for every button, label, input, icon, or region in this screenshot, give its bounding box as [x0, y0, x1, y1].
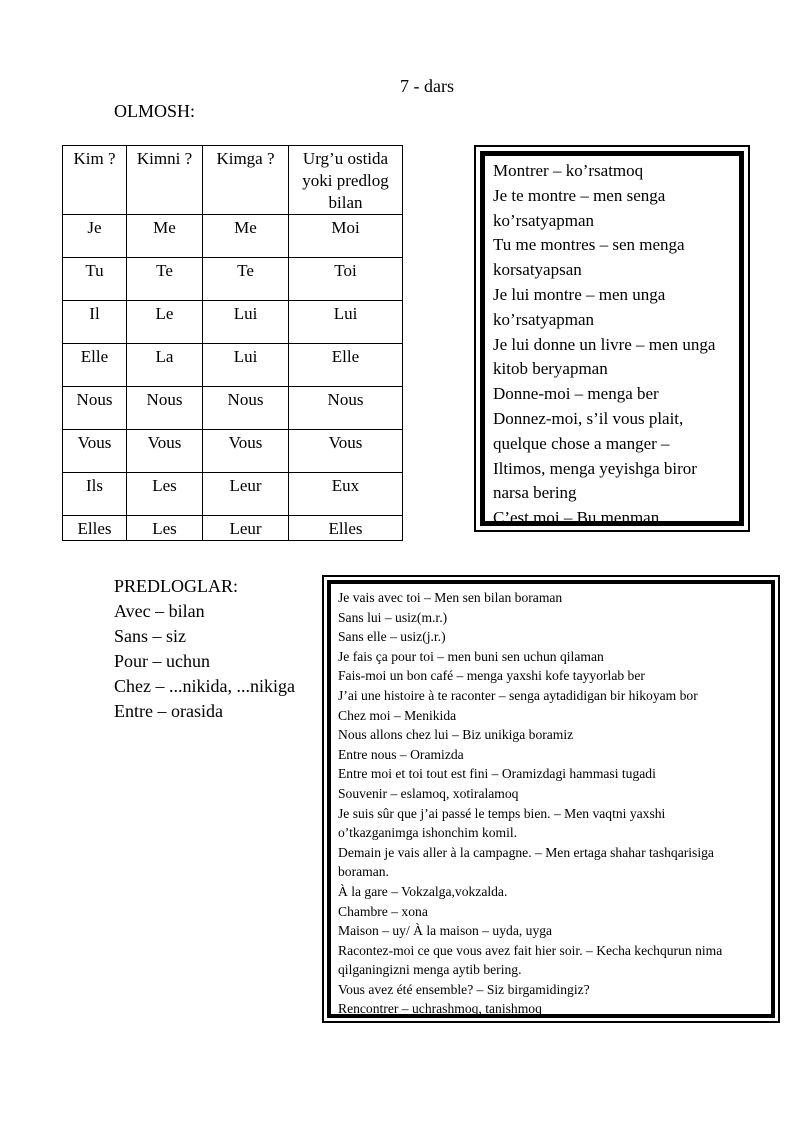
vocab-line: Vous avez été ensemble? – Siz birgamidingiz? [338, 981, 590, 997]
vocab-line: Entre moi et toi tout est fini – Oramizdagi hammasi tugadi [338, 766, 656, 782]
table-cell: Les [127, 516, 203, 541]
vocab-line: À la gare – Vokzalga,vokzalda. [338, 883, 508, 899]
example-line: kitob beryapman [493, 359, 608, 379]
predlog-item: Pour – uchun [114, 651, 210, 671]
example-line: Je lui donne un livre – men unga [493, 334, 716, 354]
example-line: Donne-moi – menga ber [493, 384, 659, 404]
table-cell: Elle [63, 344, 127, 387]
table-row [63, 258, 403, 301]
vocab-line: boraman. [338, 864, 389, 880]
vocab-line: qilganingizni menga aytib bering. [338, 962, 522, 978]
table-row [63, 215, 403, 258]
example-line: ko’rsatyapman [493, 309, 595, 329]
table-row [63, 430, 403, 473]
predlog-item: Chez – ...nikida, ...nikiga [114, 676, 295, 696]
vocab-line: Je vais avec toi – Men sen bilan boraman [338, 590, 563, 605]
header-stressed: Urg’u ostida yoki predlog bilan [289, 146, 403, 215]
example-line: korsatyapsan [493, 260, 582, 280]
table-cell: Vous [203, 430, 289, 473]
table-cell: Te [203, 258, 289, 301]
table-cell: Nous [289, 387, 403, 430]
example-line: Iltimos, menga yeyishga biror [493, 458, 697, 478]
example-line: Montrer – ko’rsatmoq [493, 161, 644, 180]
vocab-line: Rencontrer – uchrashmoq, tanishmoq [338, 1001, 542, 1017]
vocab-line: J’ai une histoire à te raconter – senga aytadidigan bir hikoyam bor [338, 687, 698, 703]
table-cell: Leur [203, 516, 289, 541]
table-cell: Elles [63, 516, 127, 541]
example-line: Donnez-moi, s’il vous plait, [493, 408, 684, 428]
example-line: narsa bering [493, 483, 577, 503]
table-cell: La [127, 344, 203, 387]
table-cell: Lui [203, 344, 289, 387]
table-row [63, 387, 403, 430]
table-cell: Les [127, 473, 203, 516]
table-cell: Leur [203, 473, 289, 516]
table-cell: Vous [63, 430, 127, 473]
table-cell: Elles [289, 516, 403, 541]
example-line: Je te montre – men senga [493, 185, 666, 205]
table-row [63, 301, 403, 344]
table-cell: Vous [127, 430, 203, 473]
table-cell: Je [63, 215, 127, 258]
vocab-line: Chambre – xona [338, 903, 428, 919]
table-cell: Me [203, 215, 289, 258]
example-line: quelque chose a manger – [493, 433, 670, 453]
predlog-item: Entre – orasida [114, 701, 223, 721]
olmosh-heading: OLMOSH: [114, 101, 196, 121]
vocab-line: Souvenir – eslamoq, xotiralamoq [338, 785, 519, 801]
table-cell: Moi [289, 215, 403, 258]
table-cell: Tu [63, 258, 127, 301]
vocab-line: Nous allons chez lui – Biz unikiga boramiz [338, 727, 574, 743]
vocab-line: Je fais ça pour toi – men buni sen uchun qilaman [338, 648, 604, 664]
vocab-line: Fais-moi un bon café – menga yaxshi kofe tayyorlab ber [338, 668, 645, 684]
table-cell: Le [127, 301, 203, 344]
pronoun-table [62, 145, 403, 541]
vocab-box [322, 575, 780, 1023]
table-cell: Me [127, 215, 203, 258]
vocab-line: Maison – uy/ À la maison – uyda, uyga [338, 923, 553, 939]
table-header-row [63, 146, 403, 215]
predlog-heading: PREDLOGLAR: [114, 576, 239, 596]
vocab-box-content [327, 580, 775, 1018]
example-line: ko’rsatyapman [493, 210, 595, 230]
example-line: Je lui montre – men unga [493, 284, 666, 304]
example-line: Tu me montres – sen menga [493, 235, 685, 255]
table-cell: Il [63, 301, 127, 344]
table-cell: Te [127, 258, 203, 301]
vocab-line: Demain je vais aller à la campagne. – Men ertaga shahar tashqarisiga [338, 844, 714, 860]
example-line: C’est moi – Bu menman [493, 508, 660, 528]
examples-box-content [480, 151, 744, 526]
vocab-line: Racontez-moi ce que vous avez fait hier soir. – Kecha kechqurun nima [338, 942, 723, 958]
table-cell: Ils [63, 473, 127, 516]
table-row [63, 516, 403, 541]
header-kim: Kim ? [63, 146, 127, 215]
table-cell: Nous [127, 387, 203, 430]
lesson-title: 7 - dars [400, 76, 454, 96]
table-cell: Nous [203, 387, 289, 430]
table-cell: Eux [289, 473, 403, 516]
examples-box [474, 145, 750, 532]
vocab-line: o’tkazganimga ishonchim komil. [338, 825, 518, 841]
predlog-item: Avec – bilan [114, 601, 205, 621]
vocab-line: Entre nous – Oramizda [338, 746, 464, 762]
table-cell: Lui [289, 301, 403, 344]
vocab-line: Je suis sûr que j’ai passé le temps bien. – Men vaqtni yaxshi [338, 805, 666, 821]
predlog-list [114, 599, 295, 724]
table-cell: Elle [289, 344, 403, 387]
table-cell: Nous [63, 387, 127, 430]
table-cell: Lui [203, 301, 289, 344]
table-row [63, 473, 403, 516]
header-kimga: Kimga ? [203, 146, 289, 215]
table-cell: Vous [289, 430, 403, 473]
table-cell: Toi [289, 258, 403, 301]
vocab-line: Chez moi – Menikida [338, 707, 457, 723]
table-row [63, 344, 403, 387]
predlog-item: Sans – siz [114, 626, 186, 646]
vocab-line: Sans elle – usiz(j.r.) [338, 629, 446, 645]
header-kimni: Kimni ? [127, 146, 203, 215]
vocab-line: Sans lui – usiz(m.r.) [338, 609, 448, 625]
